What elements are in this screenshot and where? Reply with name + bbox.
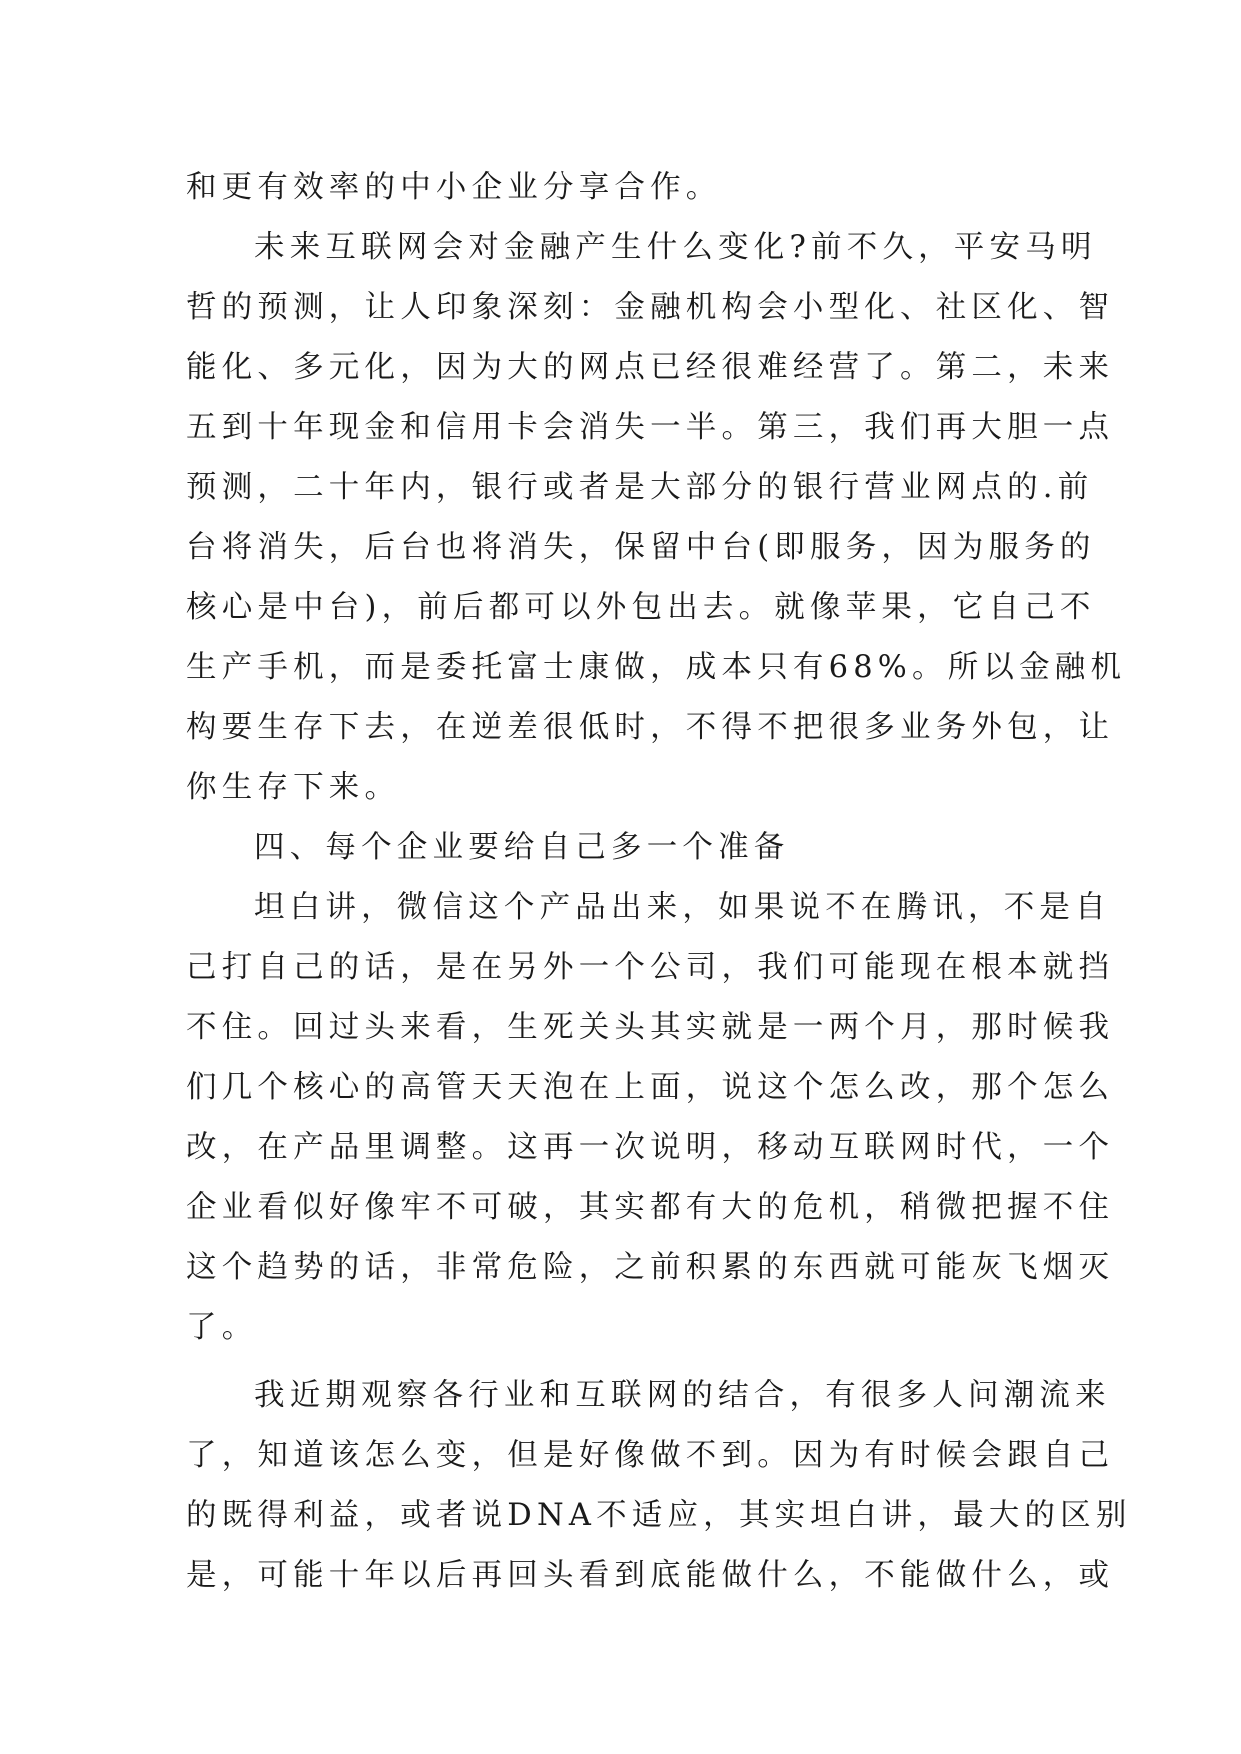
text-line: 们几个核心的高管天天泡在上面，说这个怎么改，那个怎么 bbox=[186, 1070, 1115, 1105]
text-line: 企业看似好像牢不可破，其实都有大的危机，稍微把握不住 bbox=[186, 1190, 1115, 1225]
text-line: 台将消失，后台也将消失，保留中台(即服务，因为服务的 bbox=[186, 530, 1096, 565]
text-line: 了。 bbox=[186, 1310, 258, 1345]
text-line: 核心是中台)，前后都可以外包出去。就像苹果，它自己不 bbox=[186, 590, 1096, 625]
document-body bbox=[186, 158, 1132, 1606]
text-line: 不住。回过头来看，生死关头其实就是一两个月，那时候我 bbox=[186, 1010, 1115, 1045]
text-line: 生产手机，而是委托富士康做，成本只有68%。所以金融机 bbox=[186, 650, 1127, 685]
text-line: 这个趋势的话，非常危险，之前积累的东西就可能灰飞烟灭 bbox=[186, 1250, 1115, 1285]
text-line: 预测，二十年内，银行或者是大部分的银行营业网点的.前 bbox=[186, 470, 1094, 505]
section-heading bbox=[186, 818, 1052, 878]
text-line: 的既得利益，或者说DNA不适应，其实坦白讲，最大的区别 bbox=[186, 1498, 1132, 1533]
text-line: 己打自己的话，是在另外一个公司，我们可能现在根本就挡 bbox=[186, 950, 1115, 985]
text-line: 能化、多元化，因为大的网点已经很难经营了。第二，未来 bbox=[186, 350, 1115, 385]
text-line: 我近期观察各行业和互联网的结合，有很多人问潮流来 bbox=[254, 1378, 1111, 1413]
text-line: 坦白讲，微信这个产品出来，如果说不在腾讯，不是自 bbox=[254, 890, 1111, 925]
text-line: 未来互联网会对金融产生什么变化?前不久，平安马明 bbox=[254, 230, 1097, 265]
text-line: 了，知道该怎么变，但是好像做不到。因为有时候会跟自己 bbox=[186, 1438, 1115, 1473]
text-line: 构要生存下去，在逆差很低时，不得不把很多业务外包，让 bbox=[186, 710, 1115, 745]
paragraph-2 bbox=[186, 218, 1127, 818]
text-line: 你生存下来。 bbox=[186, 770, 401, 805]
text-line: 改，在产品里调整。这再一次说明，移动互联网时代，一个 bbox=[186, 1130, 1115, 1165]
heading-text: 四、每个企业要给自己多一个准备 bbox=[254, 830, 790, 865]
text-line: 是，可能十年以后再回头看到底能做什么，不能做什么，或 bbox=[186, 1558, 1115, 1593]
paragraph-1 bbox=[186, 158, 1052, 218]
text-line: 哲的预测，让人印象深刻：金融机构会小型化、社区化、智 bbox=[186, 290, 1115, 325]
paragraph-4 bbox=[186, 878, 1115, 1358]
text-line: 五到十年现金和信用卡会消失一半。第三，我们再大胆一点 bbox=[186, 410, 1115, 445]
paragraph-5 bbox=[186, 1366, 1132, 1606]
text-line: 和更有效率的中小企业分享合作。 bbox=[186, 170, 722, 205]
